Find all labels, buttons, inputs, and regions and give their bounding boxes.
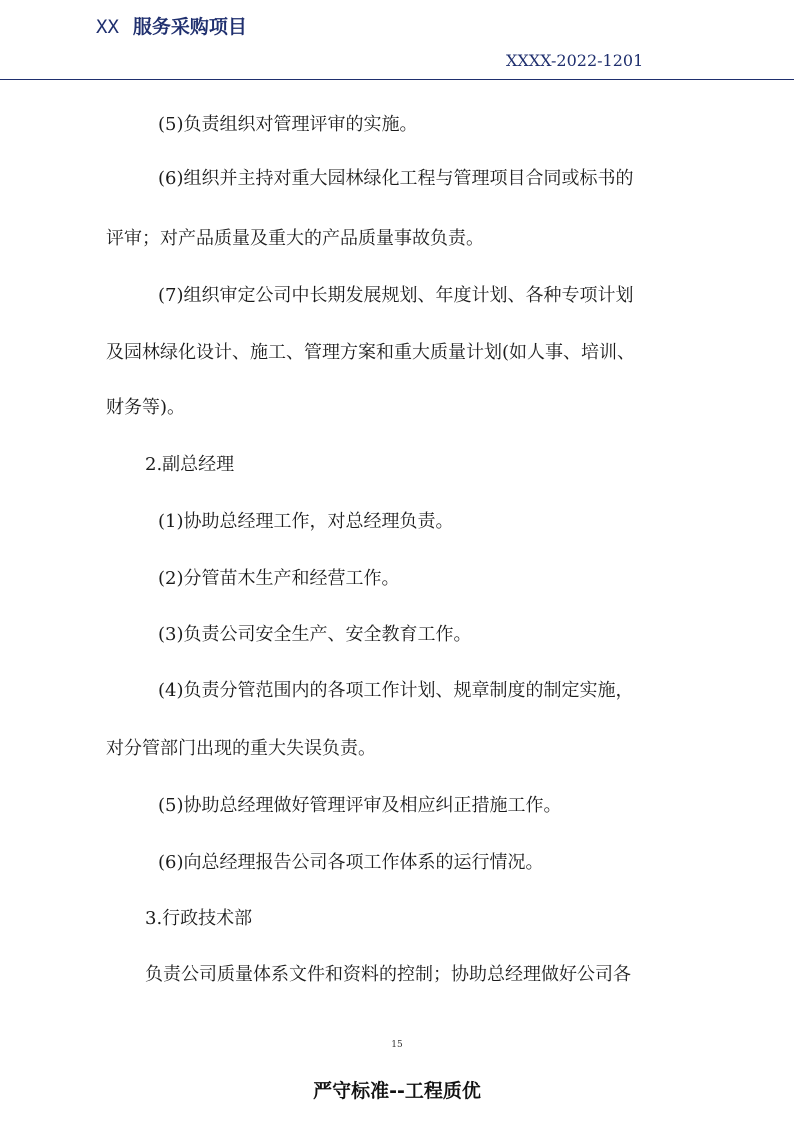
page-footer: 严守标准--工程质优 [313,1080,481,1102]
text-line: (7)组织审定公司中长期发展规划、年度计划、各种专项计划 [158,285,634,306]
text-line: (6)组织并主持对重大园林绿化工程与管理项目合同或标书的 [158,168,634,189]
text-line: 评审；对产品质量及重大的产品质量事故负责。 [106,228,484,249]
header-title: 服务采购项目 [132,16,247,38]
document-code: XXXX-2022-1201 [506,51,644,70]
text-line: (4)负责分管范围内的各项工作计划、规章制度的制定实施， [158,680,634,701]
text-line: (1)协助总经理工作，对总经理负责。 [158,511,454,532]
text-line: (5)协助总经理做好管理评审及相应纠正措施工作。 [158,795,562,816]
text-line: (2)分管苗木生产和经营工作。 [158,568,400,589]
section-heading: 3.行政技术部 [145,908,253,929]
section-heading: 2.副总经理 [145,454,235,475]
text-line: 对分管部门出现的重大失误负责。 [106,738,376,759]
header-prefix: XX [96,16,119,38]
text-line: (5)负责组织对管理评审的实施。 [158,114,418,135]
text-line: (3)负责公司安全生产、安全教育工作。 [158,624,472,645]
page-number: 15 [391,1040,403,1050]
text-line: 财务等)。 [106,397,186,418]
text-line: (6)向总经理报告公司各项工作体系的运行情况。 [158,852,544,873]
text-line: 及园林绿化设计、施工、管理方案和重大质量计划(如人事、培训、 [106,342,636,363]
header-title-group [96,12,247,39]
header-divider [0,79,794,80]
text-line: 负责公司质量体系文件和资料的控制；协助总经理做好公司各 [145,964,631,985]
